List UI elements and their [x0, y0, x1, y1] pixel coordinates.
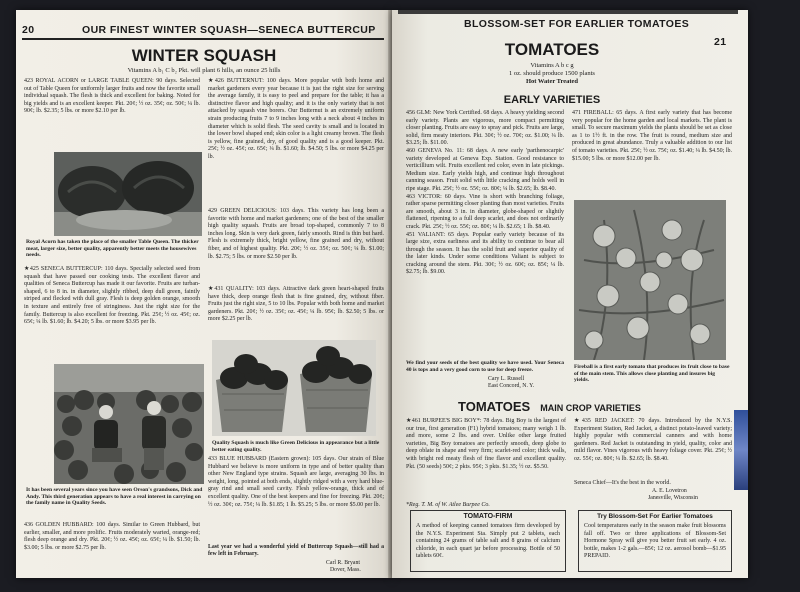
early-testimonial: We find your seeds of the best quality we have used. Your Seneca 40 is tops and a very good corn to use for deep freeze.	[406, 360, 564, 373]
testimonial-signature-place: Dover, Mass.	[330, 567, 361, 573]
big-boy-entry: ★461 BURPEE'S BIG BOY*: 78 days. Big Boy is the largest of our true, first generation (F1) hybrid tomatoes; many weigh 1 lb. and more, some 2 lbs. and over. Unlike other large fruited varieties, Big Boy tomatoes are perfectly smooth, deep globe to deep oblate in shape and very firm; scarlet-red color; thick walls, with bright red meaty flesh of fine flavor and excellent quality. Pkt. (50 seeds) 50¢; 2 pkts. 95¢; 3 pkts. $1.35; ½ oz. $5.50.	[406, 418, 566, 470]
tomatoes-title: TOMATOES	[504, 40, 600, 59]
right-top-band	[398, 10, 738, 14]
tomato-firm-title: TOMATO-FIRM	[463, 513, 513, 520]
hot-water-treated: Hot Water Treated	[525, 78, 579, 85]
green-delicious-entry: 429 GREEN DELICIOUS: 103 days. This variety has long been a favorite with home and market gardeners; one of the best of the smaller high quality squash. Fruits are broad top-shaped, commonly 7 to 8 inches long. Skin is very dark green, fairly smooth. Rind is thin but hard. Flesh is extremely thick, bright yellow, fine grained and dry, without fiber, and of highest quality. Pkt. 20¢; ½ oz. 35¢; oz. 50¢; ¼ lb. $1.00; lb. $2.75; 5 lbs. or more $2.50 per lb.	[208, 208, 384, 260]
golden-hubbard-entry: 436 GOLDEN HUBBARD: 100 days. Similar to Green Hubbard, but earlier, smaller, and more prolific. Fruits moderately warted, orange-red; flesh deep orange and dry. Pkt. 20¢; ½ oz. 45¢; oz. 65¢; ¼ lb. $1.50; lb. $3.00; 5 lbs. or more $2.75 per lb.	[24, 522, 200, 551]
butternut-entry: ★426 BUTTERNUT: 100 days. More popular with both home and market gardeners every year because it is just the right size for serving the average family, it is easy to peel and prepare for the table; it has a distinctive flavor and high quality; and it is the only variety that is not attacked by squash vine borers. Our Butternut is an extremely uniform strain producing fruits 7 to 9 inches long with a neck about 4 inches in diameter which is solid flesh. The seed cavity is small and is located in the lower bowl shaped end; skin color is a light creamy brown. The flesh is yellow, fine grained, dry, of good quality and is a good keeper. Pkt. 25¢; ½ oz. 45¢; oz. 65¢; ¼ lb. $1.60; lb. $4.50; 5 lbs. or more $4.25 per lb.	[208, 78, 384, 160]
right-page	[392, 10, 748, 578]
early-varieties-heading: EARLY VARIETIES	[503, 94, 601, 106]
royal-acorn-photo	[54, 152, 202, 236]
royal-acorn-caption: Royal Acorn has taken the place of the smaller Table Queen. The thicker meat, larger size, better quality, apparently better meets the housewives needs.	[26, 239, 199, 259]
seneca-buttercup-entry: ★425 SENECA BUTTERCUP: 110 days. Specially selected seed from squash that have passed our cooking tests. The excellent flavor and qualities of Seneca Buttercup has made it our favorite. Fruits are turban-shaped, 6 to 8 in. in diameter, slightly ribbed, deep dull green, faintly striped and flecked with dull gray. Flesh is deep golden orange, smooth in texture and entirely free of stringiness. Just the right size for the family. Buttercup is also excellent for freezing. Pkt. 25¢; ½ oz. 45¢; oz. 65¢; ¼ lb. $1.60; lb. $4.20; 5 lbs. or more $3.95 per lb.	[24, 266, 200, 326]
buttercup-testimonial: Last year we had a wonderful yield of Buttercup Squash—still had a few left in February.	[208, 544, 384, 557]
red-jacket-testimonial: Seneca Chief—It's the best in the world.	[574, 480, 671, 486]
main-crop-heading	[406, 398, 726, 412]
left-header-rule	[22, 38, 384, 40]
main-heading-varieties: MAIN CROP VARIETIES	[540, 403, 641, 413]
left-page-number: 20	[22, 24, 35, 36]
blue-page-tab	[734, 410, 748, 490]
fireball-photo	[574, 200, 726, 360]
red-jacket-testimonial-place: Janesville, Wisconsin	[648, 495, 698, 501]
red-jacket-testimonial-name: A. E. Lovetron	[652, 488, 687, 494]
right-page-number: 21	[714, 36, 727, 48]
blossom-set-title: Try Blossom-Set For Earlier Tomatoes	[597, 513, 713, 520]
testimonial-signature-name: Carl R. Bryant	[326, 560, 360, 566]
fireball-caption: Fireball is a first early tomato that produces its fruit close to base of the main stem. This allows close planting and insures big yields.	[574, 364, 730, 384]
tomato-firm-text: A method of keeping canned tomatoes firm developed by the N.Y.S. Experiment Sta. Simply put 2 tablets, each containing 24 grams of table salt and 8 grains of calcium chloride, in each quart jar before processing. Bottle of 50 tablets 60¢.	[416, 523, 560, 560]
red-jacket-entry: ★435 RED JACKET: 70 days. Introduced by the N.Y.S. Experiment Station, Red Jacket, a distinct potato-leaved variety; highly popular with commercial canners and with home gardeners. Red Jacket is outstanding in yield, quality, color and mild flavor. Vines vigorous with heavy foliage cover. Pkt. 25¢; ½ oz. 55¢; oz. 80¢; ¼ lb. $2.65; lb. $8.40.	[574, 418, 732, 462]
blossom-set-box	[578, 510, 732, 572]
early-testimonial-place: East Concord, N. Y.	[488, 383, 535, 389]
tomato-vitamins: Vitamins A b c g	[530, 62, 574, 69]
tomato-plants-per-ounce: 1 oz. should produce 1500 plants	[509, 70, 595, 77]
quality-squash-photo	[212, 340, 376, 436]
early-testimonial-name: Cary L. Russell	[488, 376, 525, 382]
tomato-firm-box	[410, 510, 566, 572]
squash-vitamins: Vitamins A b₁ C b₂ Pkt. will plant 6 hills, an ounce 25 hills	[127, 67, 281, 74]
grandsons-photo	[54, 364, 204, 484]
quality-entry: ★431 QUALITY: 103 days. Attractive dark green heart-shaped fruits have thick, deep orange flesh that is fine grained, dry, without fiber. Fruits just the right size, 5 to 10 lbs. Popular with both home and market gardeners. Pkt. 20¢; ½ oz. 35¢; oz. 45¢; ¼ lb. 95¢; lb. $2.50; 5 lbs. or more $2.25 per lb.	[208, 286, 384, 323]
blue-hubbard-entry: 433 BLUE HUBBARD (Eastern grown): 105 days. Our strain of Blue Hubbard we believe is more uniform in type and of better quality than other New England type strains. Squash are large, averaging 30 lbs. in weight, long, pointed at both ends, slightly ridged with a very hard blue-gray rind and small seed cavity. Flesh yellow-orange, thick and of excellent quality. One of the best keepers and fine for freezing. Pkt. 20¢; ½ oz. 30¢; oz. 75¢; ¼ lb. $1.85; 1 lb. $5.25; 5 lbs. or more $5.00 per lb.	[208, 456, 384, 508]
fireball-entry: 471 FIREBALL: 65 days. A first early variety that has become very popular for the home garden and local markets. The plant is small. To secure maximum yields the plants should be set as close as 1 to 1½ ft. in the row. The fruit is round, medium size and produced in great abundance. Truly a valuable addition to our list of tomato varieties. Pkt. 25¢; ½ oz. 75¢; oz. $1.40; ¼ lb. $4.50; lb. $15.00; 5 lbs. or more $12.00 per lb.	[572, 110, 732, 162]
right-running-head: BLOSSOM-SET FOR EARLIER TOMATOES	[464, 18, 690, 30]
grandsons-caption: It has been several years since you have seen Orson's grandsons, Dick and Andy. This third generation appears to have a real interest in carrying on the family name in Quality Seeds.	[26, 487, 203, 507]
quality-squash-caption: Quality Squash is much like Green Delicious in appearance but a little better eating quality.	[212, 440, 380, 453]
winter-squash-title: WINTER SQUASH	[131, 46, 277, 65]
early-varieties-list: 456 GLM: New York Certified. 68 days. A heavy yielding second early variety. Plants are vigorous, more compact permitting closer planting. Fruits are easy to spray and pick. Fruits are large, solid, firm meaty interiors. Pkt. 30¢; ½ oz. 70¢; oz. $1.00; ¼ lb. $3.25; lb. $11.00. 460 GENEVA No. 11: 68 days. A new early 'parthenocarpic' variety developed at Geneva Exp. Station. Good resistance to verticillium wilt. Fruits excellent red color, even in late pickings. Medium size. Early yields high, and continue high throughout canning season. Fruit solid with little cracking and holds well in ripe stage. Pkt. 25¢; ½ oz. 55¢; oz. 80¢; ¼ lb. $2.65; lb. $8.40. 463 VICTOR: 60 days. Vine is short with branching foliage, rather sparse permitting closer planting than most varieties. Fruits are smooth, about 3 in. in diameter, globe-shaped or slightly flattened, ripening to a full deep scarlet, and does not ordinarily crack. Pkt. 25¢; ½ oz. 55¢; oz. 80¢; ¼ lb. $2.65; 1 lb. $8.40. 451 VALIANT: 65 days. Popular early variety because of its large size, extra earliness and its ability to continue to bear all through the season. It has the solid fruit and superior quality of the later kinds. Under some conditions Valiant is subject to cracking around the stem. Pkt. 30¢; ½ oz. 60¢; oz. 85¢; ¼ lb. $2.75; lb. $9.00.	[406, 110, 564, 276]
left-page	[16, 10, 392, 578]
left-running-head: OUR FINEST WINTER SQUASH—SENECA BUTTERCUP	[82, 24, 376, 36]
big-boy-footnote: *Reg. T. M. of W. Atlee Burpee Co.	[406, 502, 490, 508]
main-heading-tomatoes: TOMATOES	[458, 399, 531, 414]
blossom-set-text: Cool temperatures early in the season make fruit blossoms fall off. Two or three applications of Blossom-Set Hormone Spray will give you better fruit set early. 4 oz. bottle, makes 1-2 gals.—85¢; 12 oz. aerosol bomb—$1.95 PREPAID.	[584, 523, 726, 560]
royal-acorn-entry: 423 ROYAL ACORN or LARGE TABLE QUEEN: 90 days. Selected out of Table Queen for uniformly larger fruits and now the favorite small individual squash. The flesh is thick and excellent for baking. Noted for big yields and is an excellent keeper. Pkt. 20¢; ½ oz. 35¢; oz. 50¢; ¼ lb. 90¢; lb. $2.35; 5 lbs. or more $2.10 per lb.	[24, 78, 200, 115]
